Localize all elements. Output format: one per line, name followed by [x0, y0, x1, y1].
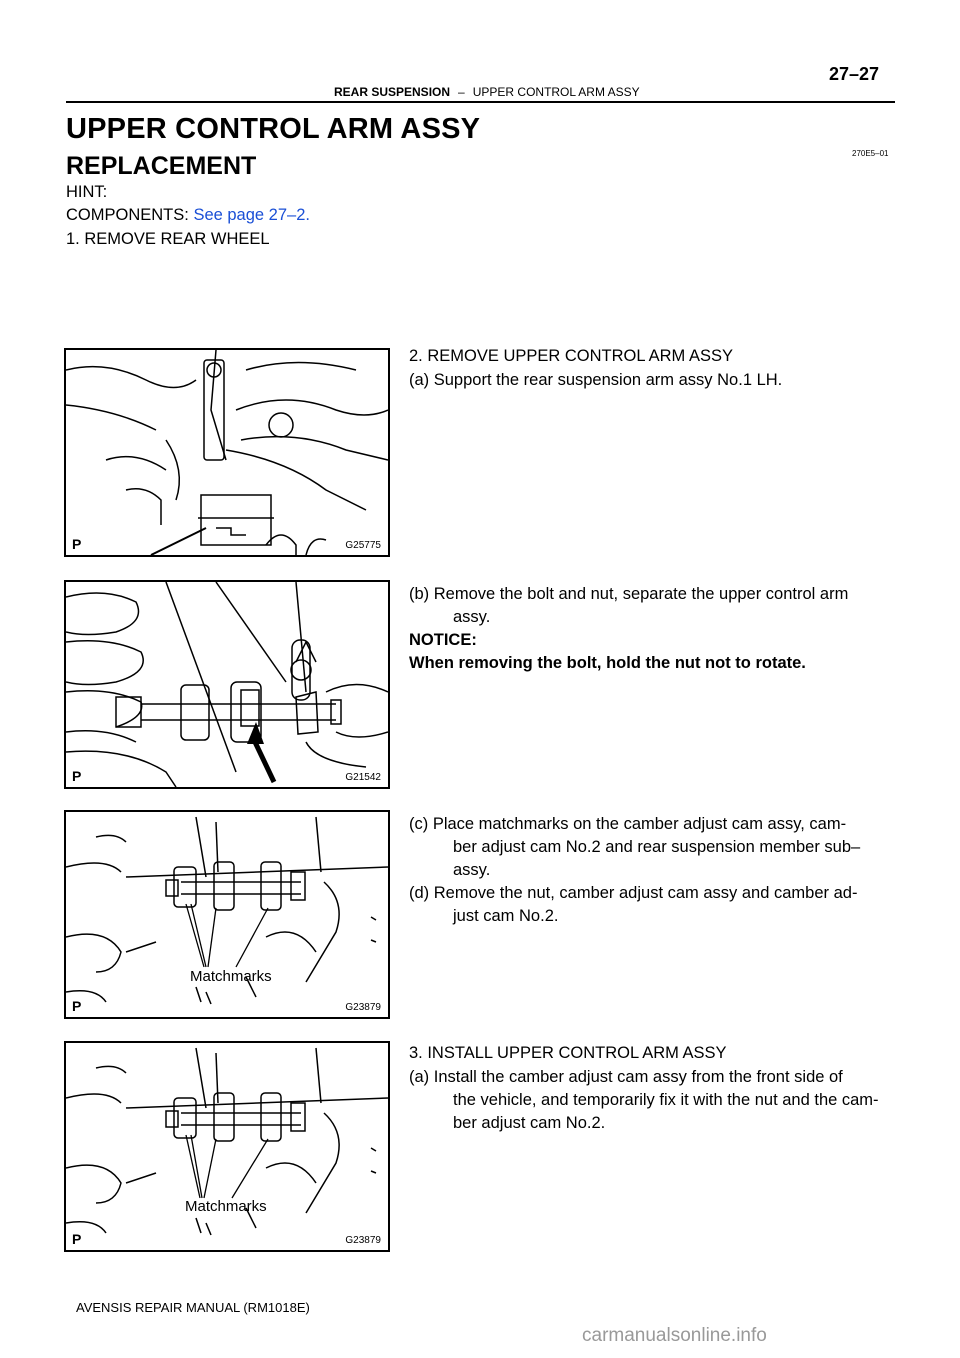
- page-subtitle: REPLACEMENT: [66, 152, 257, 180]
- figure-id: G25775: [345, 540, 381, 551]
- figure-p-mark: P: [72, 998, 82, 1014]
- step-2c-line2: ber adjust cam No.2 and rear suspension member sub–: [453, 838, 861, 856]
- step-3a-line3: ber adjust cam No.2.: [453, 1114, 606, 1132]
- step-2b-line1: (b) Remove the bolt and nut, separate the upper control arm: [409, 585, 849, 603]
- step-3a-line1: (a) Install the camber adjust cam assy from the front side of: [409, 1068, 843, 1086]
- page-number: 27–27: [829, 64, 880, 84]
- figure-matchmarks-remove: [64, 810, 390, 1019]
- step-3a-line2: the vehicle, and temporarily fix it with the nut and the cam-: [453, 1091, 879, 1109]
- hint-label: HINT:: [66, 183, 108, 201]
- illustration-remove-bolt: [66, 582, 388, 787]
- step-1: 1. REMOVE REAR WHEEL: [66, 230, 270, 248]
- illustration-support-arm: [66, 350, 388, 555]
- header-rule: [66, 101, 895, 103]
- watermark: carmanualsonline.info: [582, 1325, 767, 1346]
- step-2d-line2: just cam No.2.: [453, 907, 559, 925]
- figure-p-mark: P: [72, 1231, 82, 1247]
- page-title: UPPER CONTROL ARM ASSY: [66, 113, 481, 145]
- header-dash: –: [458, 85, 465, 99]
- step-2c-line1: (c) Place matchmarks on the camber adjust cam assy, cam-: [409, 815, 847, 833]
- notice-label: NOTICE:: [409, 631, 477, 649]
- components-link[interactable]: See page 27–2.: [193, 206, 310, 224]
- header-section: REAR SUSPENSION: [334, 85, 451, 99]
- figure-id: G23879: [345, 1002, 381, 1013]
- running-header: [334, 85, 640, 99]
- components-label: COMPONENTS:: [66, 206, 189, 224]
- figure-id: G23879: [345, 1235, 381, 1246]
- doc-code: 270E5–01: [852, 149, 889, 158]
- notice-text: When removing the bolt, hold the nut not to rotate.: [409, 654, 806, 672]
- figure-id: G21542: [345, 772, 381, 783]
- figure-p-mark: P: [72, 536, 82, 552]
- illustration-matchmarks: [66, 812, 388, 1017]
- step-3: 3. INSTALL UPPER CONTROL ARM ASSY: [409, 1044, 727, 1062]
- footer: AVENSIS REPAIR MANUAL (RM1018E): [76, 1300, 310, 1315]
- step-2: 2. REMOVE UPPER CONTROL ARM ASSY: [409, 347, 733, 365]
- step-2a: (a) Support the rear suspension arm assy No.1 LH.: [409, 371, 783, 389]
- figure-p-mark: P: [72, 768, 82, 784]
- matchmarks-label: Matchmarks: [190, 968, 272, 985]
- figure-support-arm: [64, 348, 390, 557]
- step-2d-line1: (d) Remove the nut, camber adjust cam assy and camber ad-: [409, 884, 858, 902]
- illustration-matchmarks-install: [66, 1043, 388, 1250]
- header-subsection: UPPER CONTROL ARM ASSY: [472, 85, 640, 99]
- figure-remove-bolt: [64, 580, 390, 789]
- step-2c-line3: assy.: [453, 861, 491, 879]
- matchmarks-label: Matchmarks: [185, 1198, 267, 1215]
- step-2b-line2: assy.: [453, 608, 491, 626]
- components-line: [66, 204, 310, 226]
- figure-matchmarks-install: [64, 1041, 390, 1252]
